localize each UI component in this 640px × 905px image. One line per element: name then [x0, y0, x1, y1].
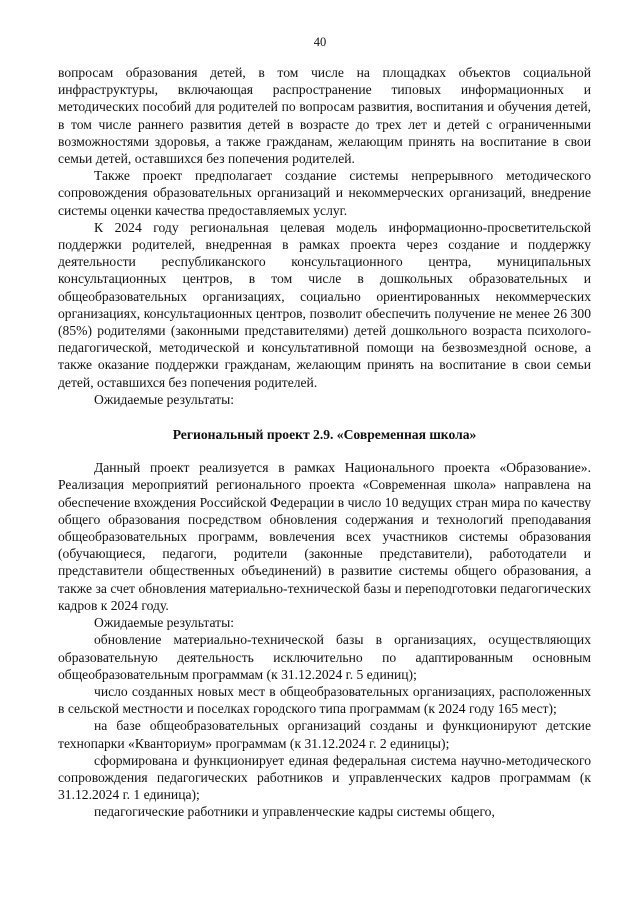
page-number: 40 — [313, 35, 327, 49]
result-item: педагогические работники и управленческие кадры системы общего, — [94, 804, 495, 820]
result-item: обновление материально-технической базы в организациях, осуществляющих образовательную деятельность исключительно по адаптированным основным общеобразовательным программам (к 31.12.2024 г. 5 единиц); — [58, 632, 591, 682]
result-item: сформирована и функционирует единая федеральная система научно-методического сопровождения педагогических работников и управленческих кадров программам (к 31.12.2024 г. 1 единица); — [58, 752, 591, 803]
expected-results-label: Ожидаемые результаты: — [94, 615, 235, 631]
paragraph: К 2024 году региональная целевая модель информационно-просветительской поддержки родителей, внедренная в рамках проекта через создание и поддержку деятельности республиканского консультационного центра, муниципальных консультационных центров, в том числе в дошкольных образовательных и общеобразовательных организациях, социально ориентированных некоммерческих организациях, консультационных центров, позволит обеспечить получение не менее 26 300 (85%) родителями (законными представителями) детей дошкольного возраста психолого-педагогической, методической и консультативной помощи на безвозмездной основе, а также оказание поддержки гражданам, желающим принять на воспитание в свои семьи детей, оставшихся без попечения родителей. — [58, 219, 591, 390]
paragraph: Также проект предполагает создание системы непрерывного методического сопровождения образовательных организаций и некоммерческих организаций, внедрение системы оценки качества предоставляемых услуг. — [58, 168, 591, 218]
result-item: на базе общеобразовательных организаций созданы и функционируют детские технопарки «Кванториум» программам (к 31.12.2024 г. 2 единицы); — [58, 718, 591, 751]
paragraph: Данный проект реализуется в рамках Национального проекта «Образование». Реализация мероприятий регионального проекта «Современная школа» направлена на обеспечение вхождения Российской Федерации в число 10 ведущих стран мира по качеству общего образования посредством обновления содержания и технологий преподавания общеобразовательных программ, вовлечения всех участников системы образования (обучающиеся, педагоги, родители (законные представители), работодатели и представители общественных объединений) в развитие системы общего образования, а также за счет обновления материально-технической базы и переподготовки педагогических кадров к 2024 году. — [58, 460, 591, 613]
section-heading: Региональный проект 2.9. «Современная школа» — [172, 427, 477, 443]
paragraph: вопросам образования детей, в том числе на площадках объектов социальной инфраструктуры, включающая распространение типовых информационных и методических пособий для родителей по вопросам развития, воспитания и обучения детей, в том числе раннего развития детей в возрасте до трех лет и детей с ограниченными возможностями здоровья, а также гражданам, желающим принять на воспитание в свои семьи детей, оставшихся без попечения родителей. — [58, 65, 591, 167]
expected-results-label: Ожидаемые результаты: — [94, 391, 235, 407]
page-body — [58, 64, 591, 821]
result-item: число созданных новых мест в общеобразовательных организациях, расположенных в сельской местности и поселках городского типа программам (к 2024 году 165 мест); — [58, 683, 591, 717]
